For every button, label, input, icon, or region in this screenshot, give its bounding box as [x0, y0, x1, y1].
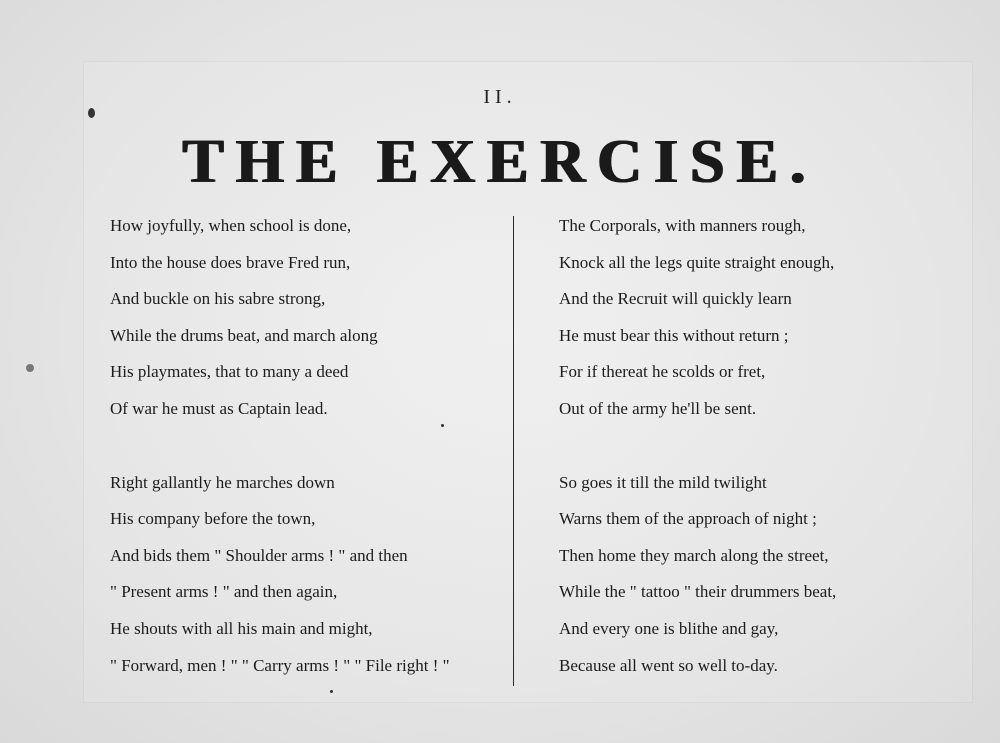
- poem-line: How joyfully, when school is done,: [110, 216, 352, 235]
- poem-line: Then home they march along the street,: [559, 545, 829, 565]
- poem-left-column: [110, 214, 505, 690]
- poem-line: Because all went so well to-day.: [559, 655, 778, 675]
- poem-line: Out of the army he'll be sent.: [559, 398, 757, 418]
- poem-line: Warns them of the approach of night ;: [559, 509, 817, 529]
- stanza: [559, 471, 939, 691]
- poem-line: Into the house does brave Fred run,: [110, 252, 351, 272]
- poem-line: Of war he must as Captain lead.: [110, 398, 328, 418]
- ink-speck: [441, 424, 444, 427]
- poem-line: Right gallantly he marches down: [110, 472, 335, 492]
- column-divider: [513, 216, 514, 686]
- poem-line: And every one is blithe and gay,: [559, 618, 779, 638]
- poem-line: " Forward, men ! " " Carry arms ! " " File right ! ": [110, 655, 450, 675]
- poem-line: He must bear this without return ;: [559, 325, 789, 345]
- stanza: [110, 471, 505, 691]
- ink-speck: [88, 108, 95, 118]
- stanza: [110, 214, 505, 434]
- chapter-number: II.: [483, 86, 517, 108]
- poem-line: And the Recruit will quickly learn: [559, 289, 792, 309]
- ink-speck: [26, 364, 34, 372]
- poem-line: He shouts with all his main and might,: [110, 618, 373, 638]
- poem-line: So goes it till the mild twilight: [559, 472, 767, 492]
- poem-line: Knock all the legs quite straight enough,: [559, 252, 835, 272]
- poem-right-column: [559, 214, 939, 690]
- poem-line: And buckle on his sabre strong,: [110, 289, 326, 309]
- poem-line: " Present arms ! " and then again,: [110, 582, 338, 602]
- ink-speck: [330, 690, 333, 693]
- poem-line: His playmates, that to many a deed: [110, 362, 349, 382]
- poem-line: And bids them " Shoulder arms ! " and then: [110, 545, 408, 565]
- page-title: THE EXERCISE.: [182, 128, 818, 196]
- poem-line: The Corporals, with manners rough,: [559, 216, 806, 235]
- poem-line: While the drums beat, and march along: [110, 325, 378, 345]
- poem-line: While the " tattoo " their drummers beat,: [559, 582, 837, 602]
- stanza: [559, 214, 939, 434]
- poem-line: His company before the town,: [110, 509, 316, 529]
- poem-line: For if thereat he scolds or fret,: [559, 362, 766, 382]
